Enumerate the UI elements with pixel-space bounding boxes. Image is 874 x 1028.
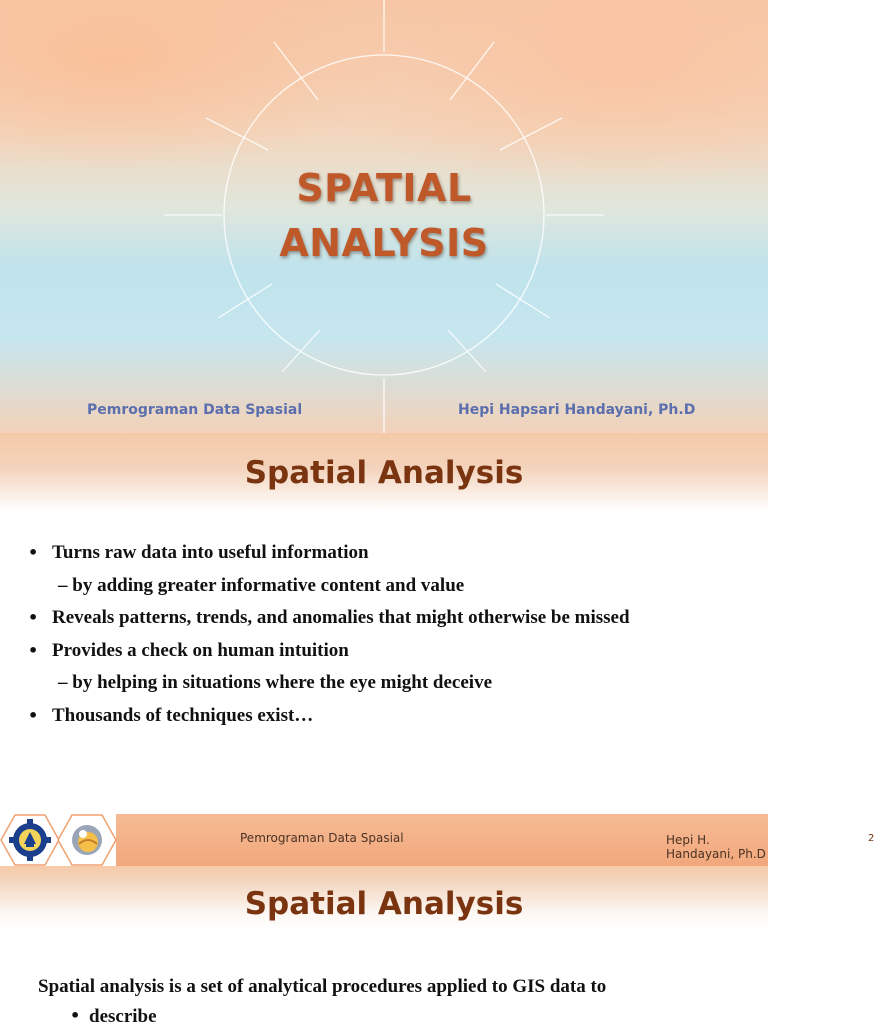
department-logo-icon [57,814,117,866]
footer-band [116,814,874,866]
slide-2 [0,433,874,866]
footer-author: Hepi H. Handayani, Ph.D [666,833,766,861]
title-line-1: SPATIAL [296,166,472,210]
title-slide [0,0,768,433]
its-gear-logo-icon [0,814,60,866]
list-item: – by adding greater informative content and value [58,574,465,596]
footer-course: Pemrograman Data Spasial [240,831,404,845]
list-item-label: describe [89,1006,157,1027]
page-number: 2 [868,833,874,844]
list-item: • Turns raw data into useful information [28,541,630,574]
definition-text: Spatial analysis is a set of analytical procedures applied to GIS data to [38,976,607,997]
footer-course: Pemrograman Data Spasial [87,402,303,418]
list-item: • Reveals patterns, trends, and anomalies that might otherwise be missed [28,606,630,639]
list-item: – by helping in situations where the eye might deceive [58,672,493,694]
list-item: • Provides a check on human intuition [28,639,630,672]
footer-author: Hepi Hapsari Handayani, Ph.D [458,402,696,418]
circle-decoration [0,0,768,433]
footer-bar [0,814,874,866]
list-item [70,1006,157,1028]
list-item: • Thousands of techniques exist… [28,704,630,737]
bullet-list [28,541,630,737]
slide-heading: Spatial Analysis [244,886,524,922]
slide-heading: Spatial Analysis [244,455,524,491]
slide-3 [0,866,768,1027]
title-line-2: ANALYSIS [279,221,489,265]
